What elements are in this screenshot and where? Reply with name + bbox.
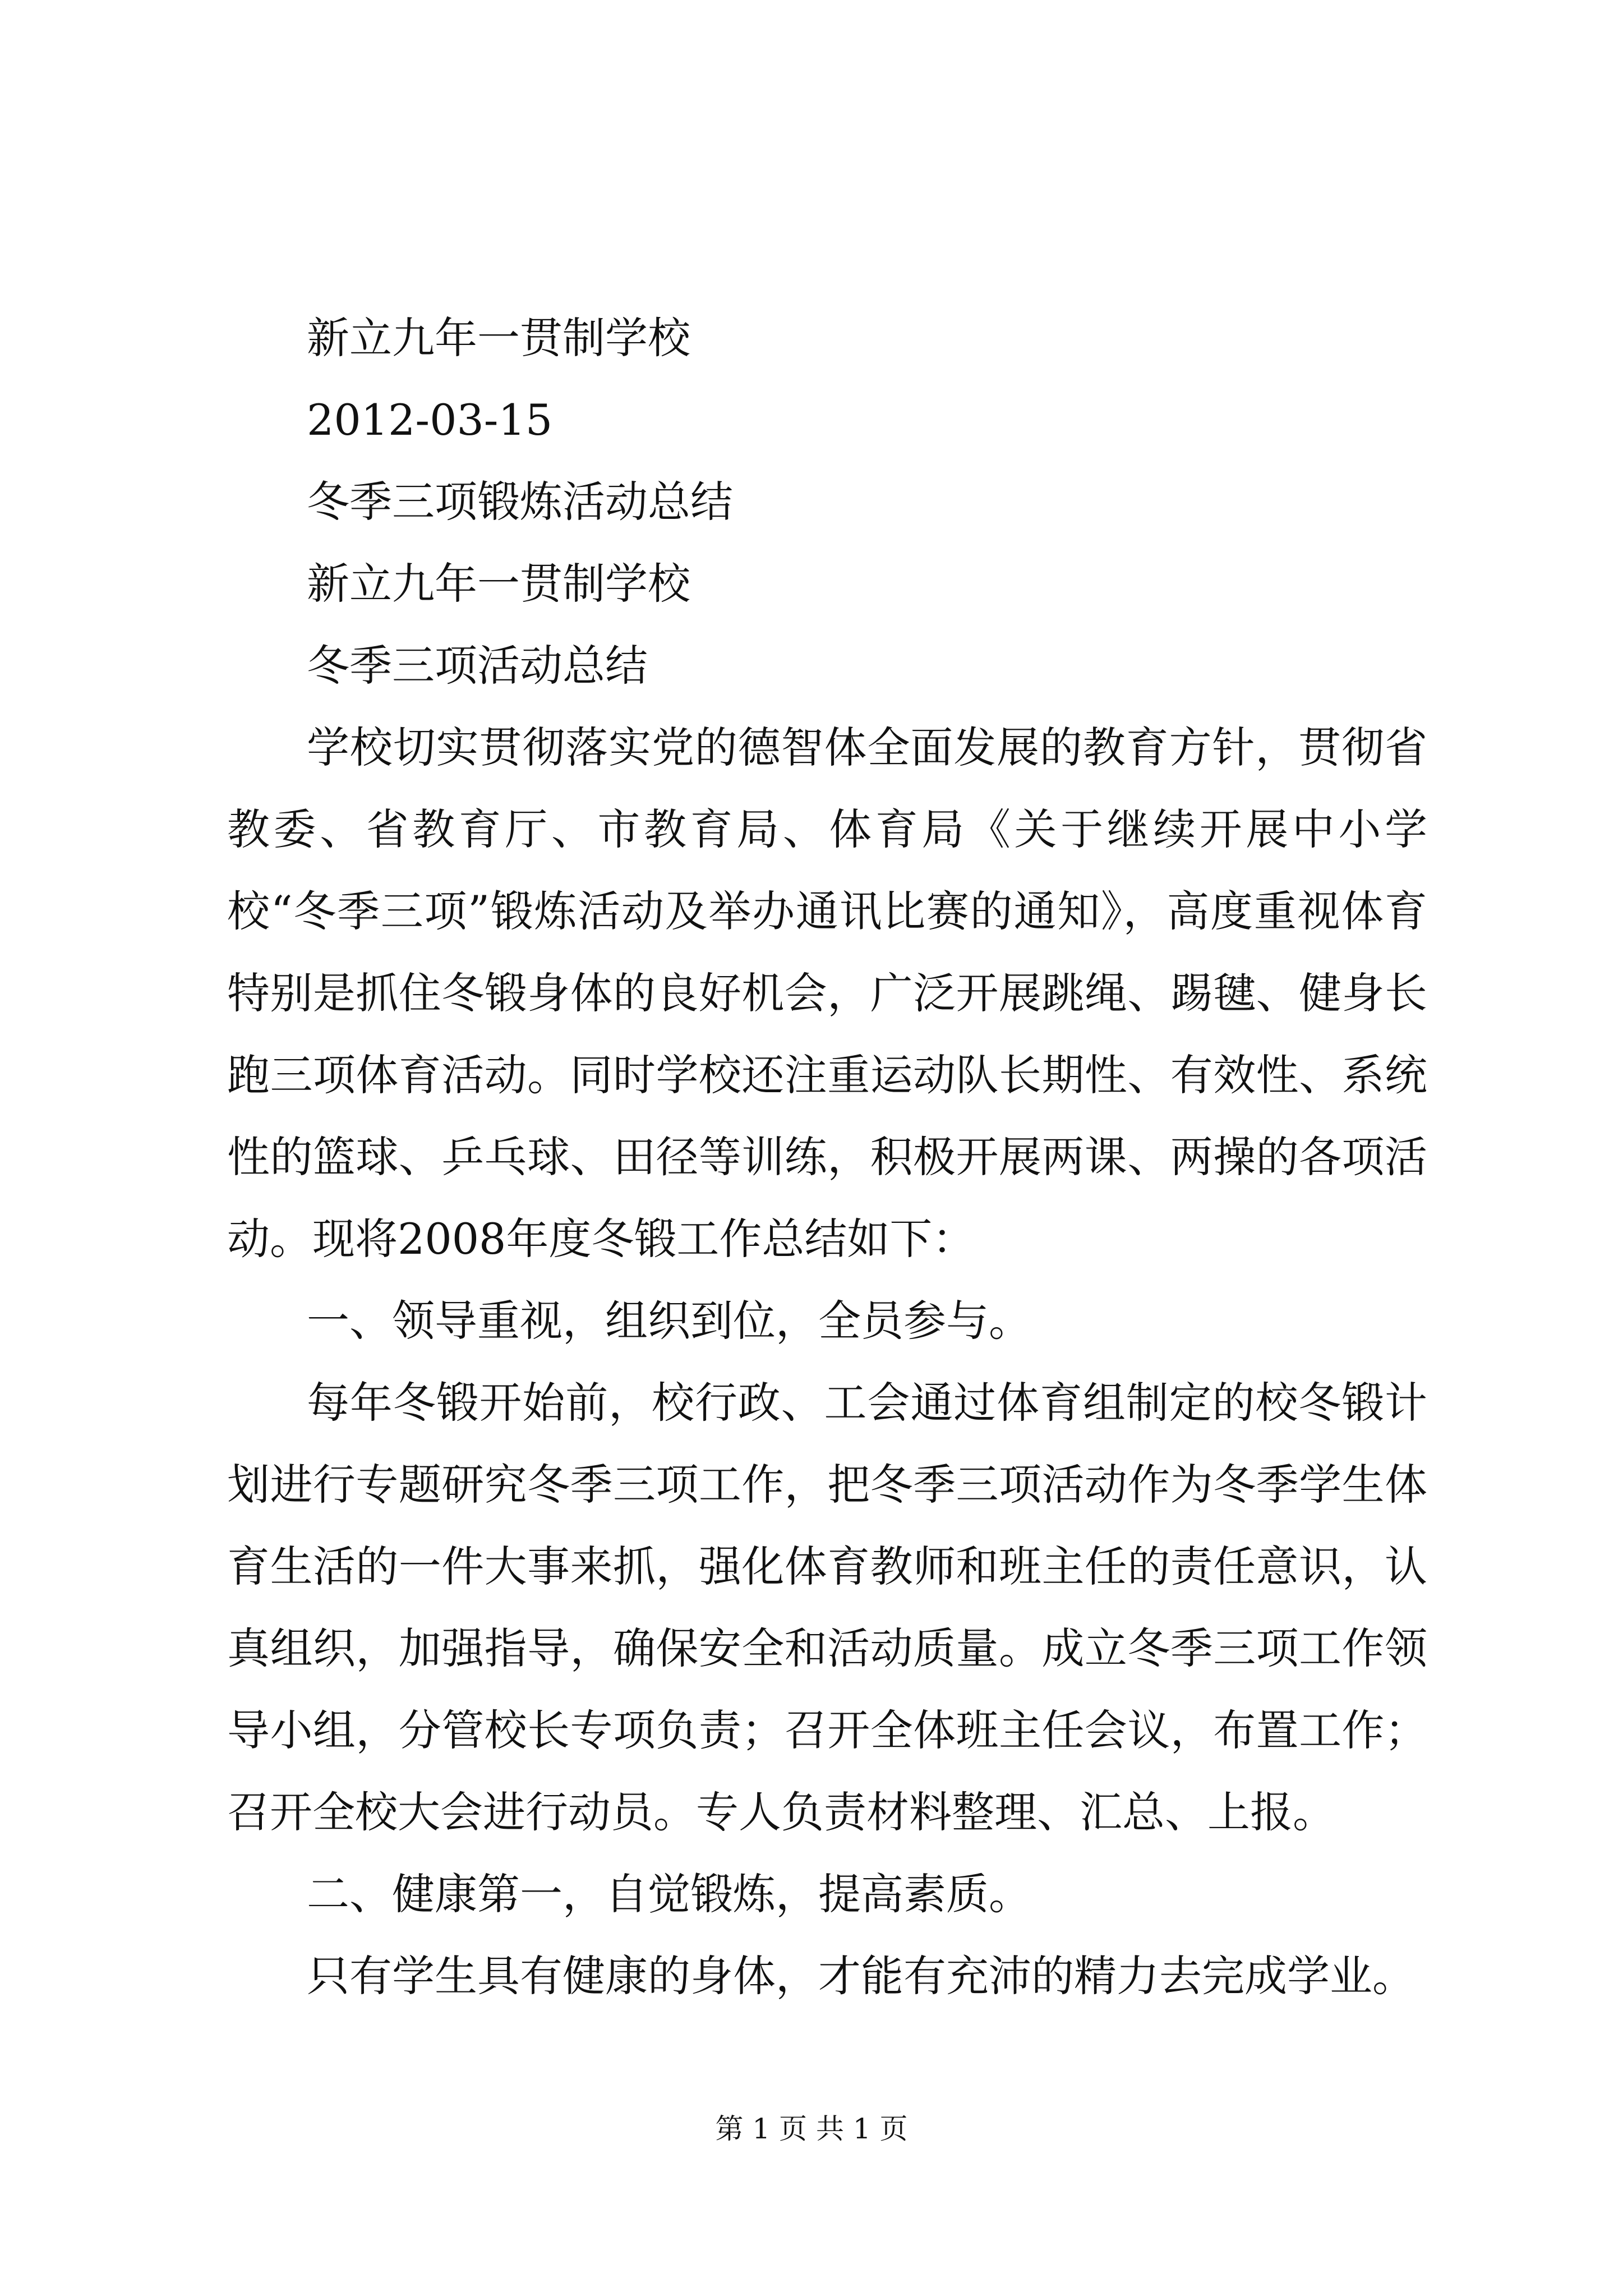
intro-paragraph: 学校切实贯彻落实党的德智体全面发展的教育方针，贯彻省教委、省教育厅、市教育局、体育局《关于继续开展中小学校“冬季三项”锻炼活动及举办通讯比赛的通知》，高度重视体育特别是抓住冬锻身体的良好机会，广泛开展跳绳、踢毽、健身长跑三项体育活动。同时学校还注重运动队长期性、有效性、系统性的篮球、乒乓球、田径等训练，积极开展两课、两操的各项活动。现将2008年度冬锻工作总结如下： [227,723,1427,1264]
school-name-line-repeat: 新立九年一贯制学校 [307,559,690,609]
date-line: 2012-03-15 [307,395,553,445]
section-2-paragraph: 只有学生具有健康的身体，才能有充沛的精力去完成学业。 [307,1951,1415,2001]
subtitle-line: 冬季三项活动总结 [307,641,648,691]
section-heading-2: 二、健康第一，自觉锻炼，提高素质。 [307,1869,1031,1919]
school-name-line: 新立九年一贯制学校 [307,313,690,363]
section-1-paragraph: 每年冬锻开始前，校行政、工会通过体育组制定的校冬锻计划进行专题研究冬季三项工作，把冬季三项活动作为冬季学生体育生活的一件大事来抓，强化体育教师和班主任的责任意识，认真组织，加强指导，确保安全和活动质量。成立冬季三项工作领导小组，分管校长专项负责；召开全体班主任会议，布置工作；召开全校大会进行动员。专人负责材料整理、汇总、上报。 [227,1378,1427,1837]
page-footer: 第 1 页 共 1 页 [715,2113,908,2145]
document-body [227,297,1427,2017]
title-line: 冬季三项锻炼活动总结 [307,477,733,527]
section-heading-1: 一、领导重视，组织到位，全员参与。 [307,1296,1031,1346]
